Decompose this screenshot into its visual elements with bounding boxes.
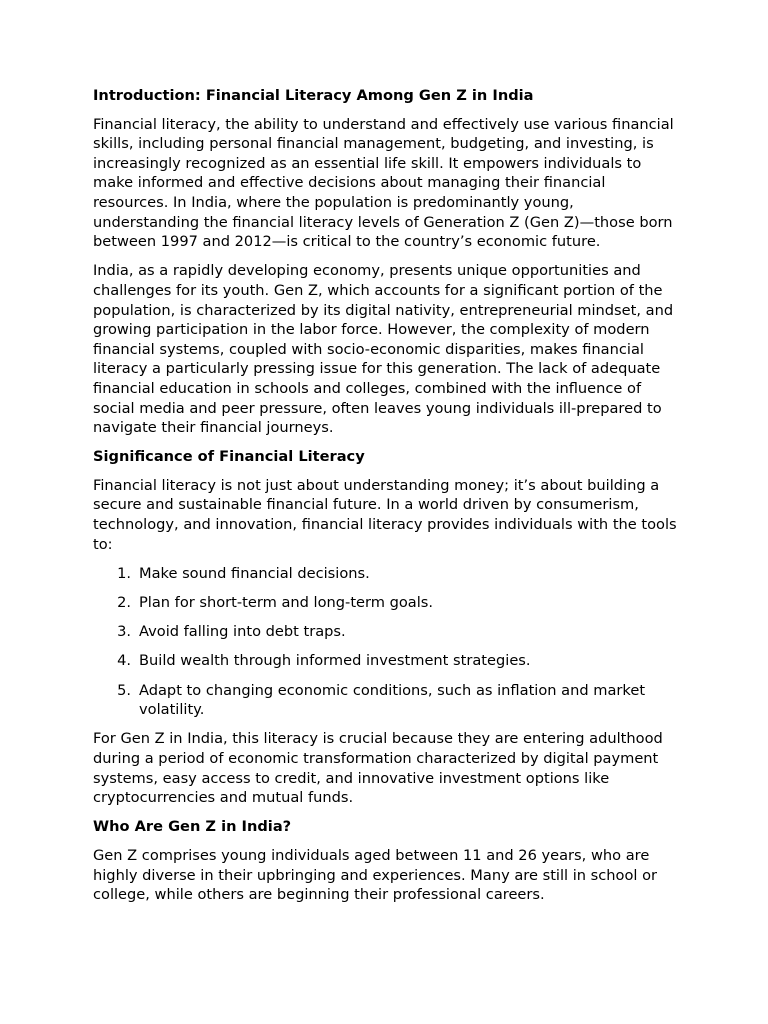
- section-heading-introduction: Introduction: Financial Literacy Among Gen Z in India: [93, 87, 534, 104]
- section-heading-significance: Significance of Financial Literacy: [93, 448, 365, 466]
- significance-intro-paragraph: Financial literacy is not just about understanding money; it’s about building a secure and sustainable financial future. In a world driven by consumerism, technology, and innovation, financial literacy provides individuals with the tools to:: [93, 476, 677, 553]
- list-item-text: Make sound financial decisions.: [139, 564, 370, 582]
- document-page: [93, 86, 681, 914]
- list-item-text: Build wealth through informed investment strategies.: [139, 652, 531, 670]
- list-item-number: 1.: [117, 564, 131, 582]
- list-item: [93, 681, 681, 720]
- list-item: [93, 593, 681, 613]
- list-item-number: 5.: [117, 681, 131, 699]
- significance-outro-paragraph: For Gen Z in India, this literacy is crucial because they are entering adulthood during a period of economic transformation characterized by digital payment systems, easy access to credit, and innovative investment options like cryptocurrencies and mutual funds.: [93, 730, 663, 807]
- intro-paragraph-2: India, as a rapidly developing economy, presents unique opportunities and challenges for its youth. Gen Z, which accounts for a significant portion of the population, is characterized by its digital nativity, entrepreneurial mindset, and growing participation in the labor force. However, the complexity of modern financial systems, coupled with socio-economic disparities, makes financial literacy a particularly pressing issue for this generation. The lack of adequate financial education in schools and colleges, combined with the influence of social media and peer pressure, often leaves young individuals ill-prepared to navigate their financial journeys.: [93, 262, 674, 437]
- section-heading-who-are-gen-z: Who Are Gen Z in India?: [93, 818, 292, 836]
- list-item-text: Avoid falling into debt traps.: [139, 623, 346, 641]
- list-item-text: Plan for short-term and long-term goals.: [139, 594, 434, 612]
- list-item-number: 4.: [117, 652, 131, 670]
- list-item-text: Adapt to changing economic conditions, such as inflation and market volatility.: [139, 681, 646, 719]
- list-item: [93, 622, 681, 642]
- tools-numbered-list: [93, 564, 681, 720]
- gen-z-paragraph: Gen Z comprises young individuals aged between 11 and 26 years, who are highly diverse in their upbringing and experiences. Many are still in school or college, while others are beginning their professional careers.: [93, 846, 658, 904]
- list-item-number: 3.: [117, 623, 131, 641]
- list-item-number: 2.: [117, 594, 131, 612]
- list-item: [93, 651, 681, 671]
- list-item: [93, 564, 681, 584]
- intro-paragraph-1: Financial literacy, the ability to understand and effectively use various financial skills, including personal financial management, budgeting, and investing, is increasingly recognized as an essential life skill. It empowers individuals to make informed and effective decisions about managing their financial resources. In India, where the population is predominantly young, understanding the financial literacy levels of Generation Z (Gen Z)—those born between 1997 and 2012—is critical to the country’s economic future.: [93, 115, 674, 251]
